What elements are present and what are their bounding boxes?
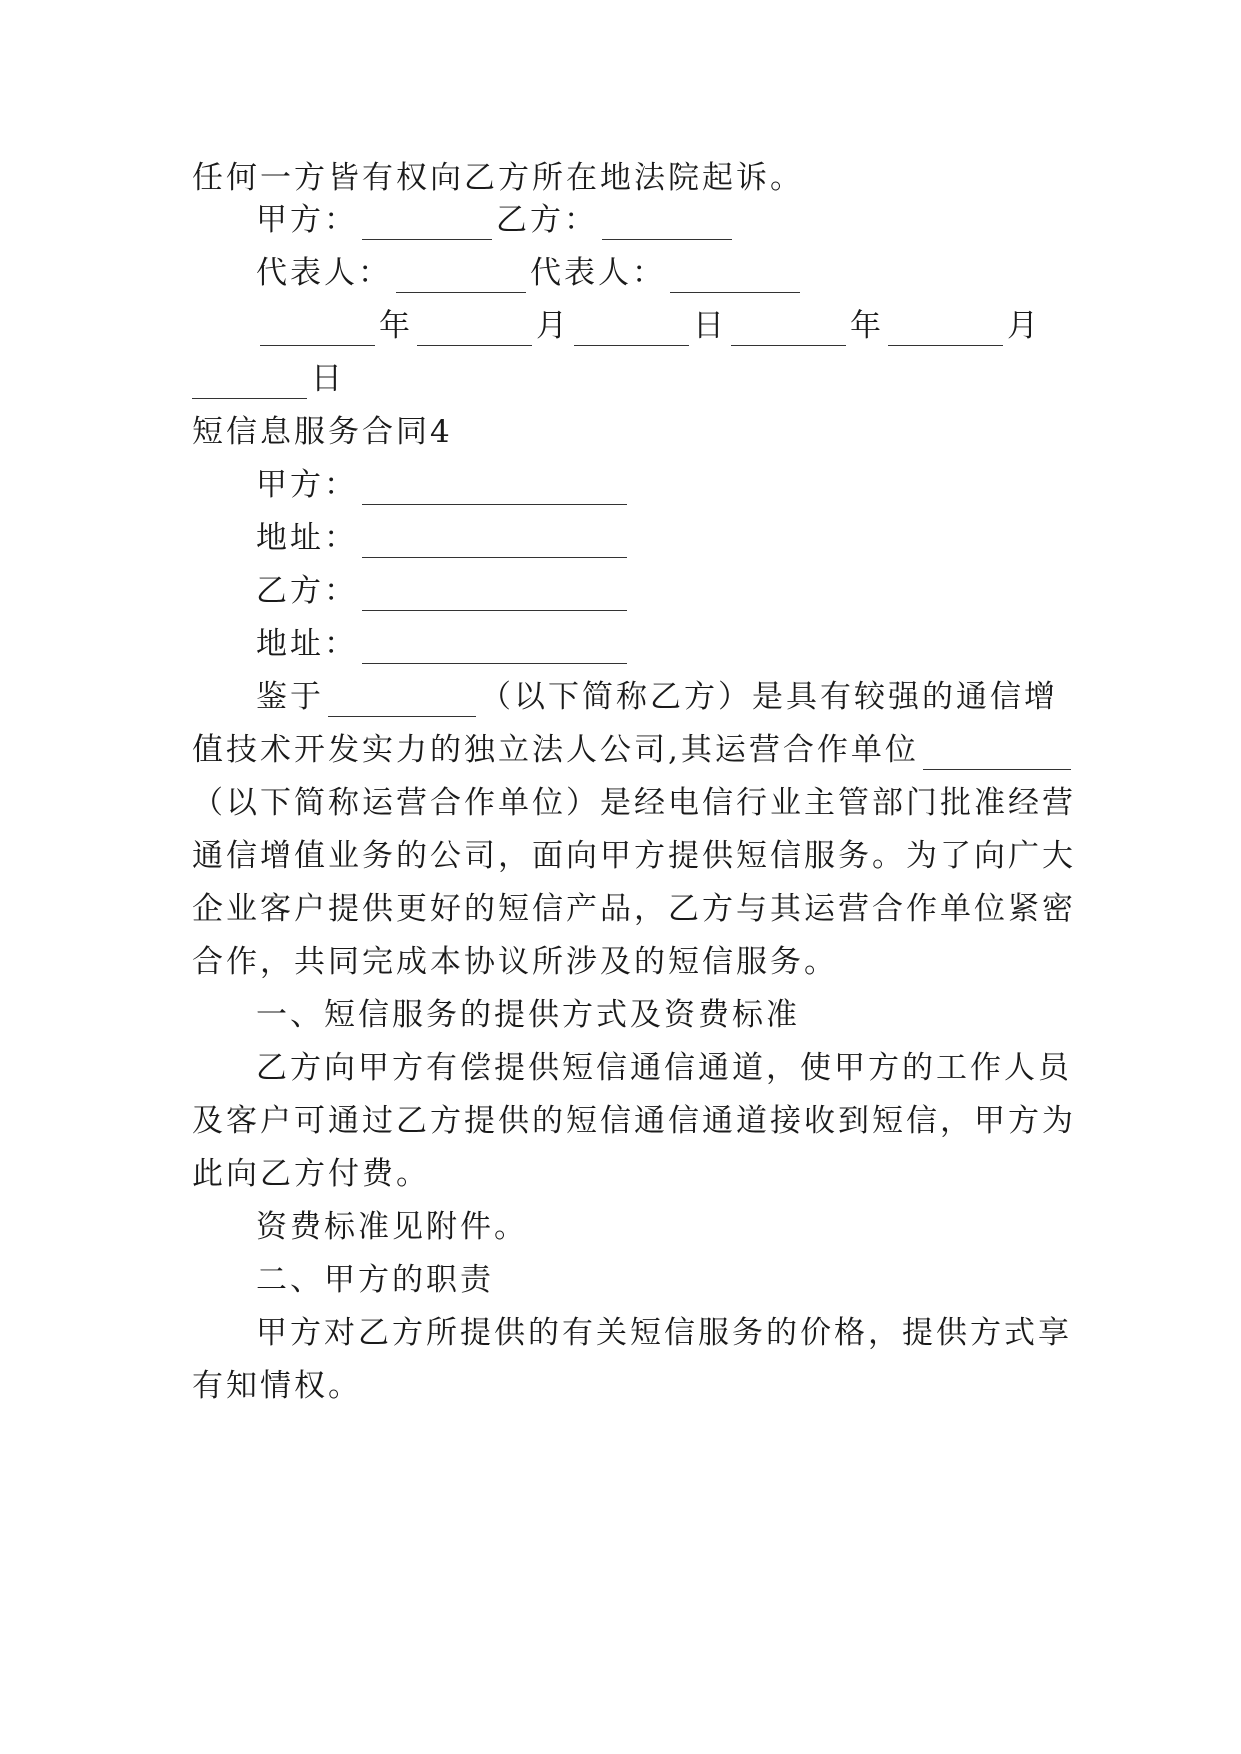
section-heading-2 xyxy=(256,1252,1052,1308)
signature-line-representatives xyxy=(256,245,1052,301)
label-year: 年 xyxy=(379,308,413,344)
paragraph-line xyxy=(256,669,1058,725)
label-day: 日 xyxy=(693,308,727,344)
text: 甲方对乙方所提供的有关短信服务的价格，提供方式享 xyxy=(256,1315,1072,1351)
label-representative-a: 代表人： xyxy=(256,255,392,291)
label-party-b: 乙方： xyxy=(496,202,598,238)
label-representative-b: 代表人： xyxy=(530,255,666,291)
blank-field[interactable] xyxy=(888,309,1003,346)
label-address: 地址： xyxy=(256,520,358,556)
paragraph-line xyxy=(256,1199,1052,1255)
label-party-a: 甲方： xyxy=(256,202,358,238)
heading-text: 一、短信服务的提供方式及资费标准 xyxy=(256,997,800,1033)
label-year: 年 xyxy=(850,308,884,344)
paragraph-line xyxy=(256,1040,1072,1096)
signature-line-parties xyxy=(256,192,1052,248)
blank-field[interactable] xyxy=(396,256,526,293)
blank-field[interactable] xyxy=(362,574,627,611)
section-title xyxy=(192,404,1052,460)
blank-field[interactable] xyxy=(731,309,846,346)
label-party-b: 乙方： xyxy=(256,573,358,609)
paragraph-line xyxy=(192,1358,1052,1414)
blank-field[interactable] xyxy=(602,203,732,240)
label-party-a: 甲方： xyxy=(256,467,358,503)
paragraph-line xyxy=(192,881,1076,937)
blank-field[interactable] xyxy=(192,362,307,399)
text: （以下简称乙方）是具有较强的通信增 xyxy=(480,679,1058,715)
party-b-line xyxy=(256,563,1052,619)
text: 任何一方皆有权向乙方所在地法院起诉。 xyxy=(192,160,804,196)
label-address: 地址： xyxy=(256,626,358,662)
paragraph-line xyxy=(192,1146,1052,1202)
label-day: 日 xyxy=(311,361,345,397)
text: 有知情权。 xyxy=(192,1368,362,1404)
blank-field[interactable] xyxy=(328,680,476,717)
paragraph-line xyxy=(192,722,1052,778)
blank-field[interactable] xyxy=(923,733,1071,770)
text: 此向乙方付费。 xyxy=(192,1156,430,1192)
blank-field[interactable] xyxy=(417,309,532,346)
blank-field[interactable] xyxy=(362,521,627,558)
blank-field[interactable] xyxy=(574,309,689,346)
paragraph-line xyxy=(256,1305,1072,1361)
blank-field[interactable] xyxy=(260,309,375,346)
signature-line-dates xyxy=(256,298,1052,354)
text: 企业客户提供更好的短信产品，乙方与其运营合作单位紧密 xyxy=(192,891,1076,927)
text: 资费标准见附件。 xyxy=(256,1209,528,1245)
text: 鉴于 xyxy=(256,679,324,715)
paragraph-line xyxy=(192,934,1052,990)
address-a-line xyxy=(256,510,1052,566)
text: 值技术开发实力的独立法人公司,其运营合作单位 xyxy=(192,732,919,768)
blank-field[interactable] xyxy=(362,627,627,664)
paragraph-line xyxy=(192,775,1076,831)
paragraph-line xyxy=(192,1093,1076,1149)
section-heading-1 xyxy=(256,987,1052,1043)
text: 通信增值业务的公司，面向甲方提供短信服务。为了向广大 xyxy=(192,838,1076,874)
blank-field[interactable] xyxy=(362,468,627,505)
label-month: 月 xyxy=(536,308,570,344)
address-b-line xyxy=(256,616,1052,672)
party-a-line xyxy=(256,457,1052,513)
paragraph-line xyxy=(192,828,1076,884)
signature-line-dates-cont xyxy=(192,351,1052,407)
title-text: 短信息服务合同4 xyxy=(192,414,453,450)
heading-text: 二、甲方的职责 xyxy=(256,1262,494,1298)
text: 及客户可通过乙方提供的短信通信通道接收到短信，甲方为 xyxy=(192,1103,1076,1139)
text: 乙方向甲方有偿提供短信通信通道，使甲方的工作人员 xyxy=(256,1050,1072,1086)
text: （以下简称运营合作单位）是经电信行业主管部门批准经营 xyxy=(192,785,1076,821)
blank-field[interactable] xyxy=(670,256,800,293)
blank-field[interactable] xyxy=(362,203,492,240)
text: 合作，共同完成本协议所涉及的短信服务。 xyxy=(192,944,838,980)
label-month: 月 xyxy=(1007,308,1041,344)
